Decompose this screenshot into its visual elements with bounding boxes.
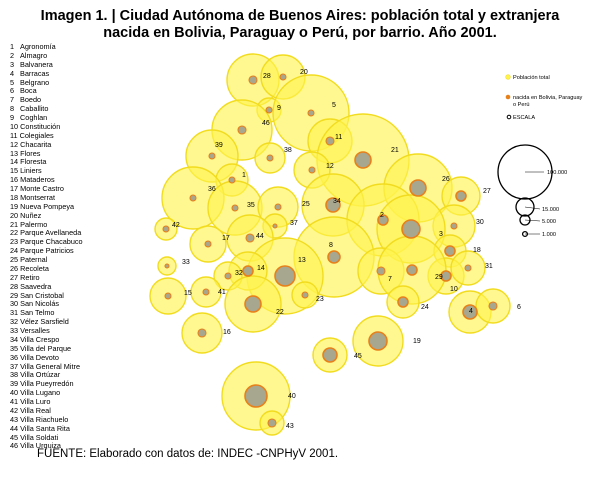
barrio-9-foreign-circle bbox=[266, 107, 272, 113]
barrio-index-name: Constitución bbox=[20, 121, 61, 131]
barrio-index-name: Villa Lugano bbox=[20, 388, 61, 398]
legend-total-label: Población total bbox=[513, 75, 550, 81]
barrio-16-label: 16 bbox=[223, 329, 231, 336]
barrio-index-name: San Nicolás bbox=[20, 299, 60, 309]
legend-foreign-label-2: o Perú bbox=[513, 102, 530, 108]
barrio-27-label: 27 bbox=[483, 188, 491, 195]
barrio-33-foreign-circle bbox=[165, 264, 169, 268]
barrio-index-name: Montserrat bbox=[20, 192, 55, 202]
barrio-20-label: 20 bbox=[300, 69, 308, 76]
barrio-index-number: 28 bbox=[10, 281, 19, 291]
barrio-index-name: Floresta bbox=[20, 157, 47, 167]
barrio-index-name: Villa General Mitre bbox=[20, 361, 81, 371]
barrio-12-foreign-circle bbox=[309, 167, 315, 173]
barrio-index-name: Parque Avellaneda bbox=[20, 228, 82, 238]
barrio-41-foreign-circle bbox=[203, 289, 209, 295]
barrio-index-number: 38 bbox=[10, 370, 19, 380]
barrio-36-label: 36 bbox=[208, 186, 216, 193]
barrio-index-name: Palermo bbox=[20, 219, 48, 229]
barrio-3-foreign-circle bbox=[402, 220, 420, 238]
barrio-32-label: 32 bbox=[235, 270, 243, 277]
barrio-index-number: 4 bbox=[10, 68, 15, 78]
barrio-44-label: 44 bbox=[256, 233, 264, 240]
barrio-37-label: 37 bbox=[290, 220, 298, 227]
barrio-index-name: Coghlan bbox=[20, 113, 48, 122]
barrio-23-label: 23 bbox=[316, 296, 324, 303]
barrio-index-name: Villa Riachuelo bbox=[20, 414, 69, 424]
barrio-30-foreign-circle bbox=[451, 223, 457, 229]
barrio-11-label: 11 bbox=[335, 134, 343, 141]
barrio-41-label: 41 bbox=[218, 289, 226, 296]
barrio-44-foreign-circle bbox=[246, 234, 254, 242]
barrio-index-name: Villa Devoto bbox=[20, 352, 59, 362]
barrio-index-name: Chacarita bbox=[20, 139, 52, 149]
barrio-index-name: Villa Real bbox=[20, 405, 51, 415]
barrio-index-name: Parque Chacabuco bbox=[20, 237, 83, 247]
barrio-index-name: Villa Luro bbox=[20, 397, 51, 406]
barrio-46-foreign-circle bbox=[238, 126, 246, 134]
barrio-19-foreign-circle bbox=[369, 332, 387, 350]
circle-layer bbox=[150, 54, 521, 435]
barrio-34-label: 34 bbox=[333, 198, 341, 205]
barrio-index-name: Retiro bbox=[20, 272, 40, 282]
barrio-15-label: 15 bbox=[184, 290, 192, 297]
barrio-11-foreign-circle bbox=[326, 137, 334, 145]
barrio-20-foreign-circle bbox=[280, 74, 286, 80]
legend-foreign-label-1: nacida en Bolivia, Paraguay bbox=[513, 95, 583, 101]
barrio-index-name: Villa del Parque bbox=[20, 343, 72, 353]
barrio-7-label: 7 bbox=[388, 276, 392, 283]
legend-scale-label: ESCALA bbox=[513, 115, 536, 121]
barrio-index-name: Liniers bbox=[20, 166, 42, 176]
barrio-17-foreign-circle bbox=[205, 241, 211, 247]
barrio-35-foreign-circle bbox=[232, 205, 238, 211]
barrio-43-label: 43 bbox=[286, 423, 294, 430]
barrio-index-name: San Cristobal bbox=[20, 290, 64, 300]
barrio-index-number: 40 bbox=[10, 388, 19, 398]
barrio-index-number: 39 bbox=[10, 379, 19, 389]
barrio-index-number: 13 bbox=[10, 148, 19, 158]
barrio-22-label: 22 bbox=[276, 309, 284, 316]
barrio-6-label: 6 bbox=[517, 304, 521, 311]
barrio-index-number: 5 bbox=[10, 77, 15, 87]
barrio-index-number: 7 bbox=[10, 95, 15, 105]
barrio-45-label: 45 bbox=[354, 353, 362, 360]
barrio-30-label: 30 bbox=[476, 219, 484, 226]
barrio-4-label: 4 bbox=[469, 308, 473, 315]
barrio-index-name: Balvanera bbox=[20, 59, 53, 69]
barrio-index-number: 46 bbox=[10, 441, 19, 451]
legend-total-swatch bbox=[506, 75, 511, 80]
barrio-index-number: 3 bbox=[10, 59, 15, 69]
barrio-1-label: 1 bbox=[242, 172, 246, 179]
barrio-index-name: Villa Ortúzar bbox=[20, 370, 61, 380]
barrio-index-name: Paternal bbox=[20, 255, 48, 264]
barrio-index-number: 22 bbox=[10, 228, 19, 238]
barrio-index-name: Vélez Sarsfield bbox=[20, 317, 69, 327]
map-title-line1: Imagen 1. | Ciudad Autónoma de Buenos Aires: población total y extranjera bbox=[40, 8, 560, 24]
barrio-index-number: 15 bbox=[10, 166, 19, 176]
barrio-16-foreign-circle bbox=[198, 329, 206, 337]
barrio-32-foreign-circle bbox=[225, 273, 231, 279]
barrio-15-foreign-circle bbox=[165, 293, 171, 299]
barrio-index-number: 18 bbox=[10, 192, 19, 202]
barrio-23-foreign-circle bbox=[302, 292, 308, 298]
barrio-index-name: Villa Pueyrredón bbox=[20, 379, 74, 389]
map-title-line2: nacida en Bolivia, Paraguay o Perú, por barrio. Año 2001. bbox=[103, 25, 497, 41]
barrio-index-number: 32 bbox=[10, 317, 19, 327]
barrio-33-label: 33 bbox=[182, 259, 190, 266]
barrio-46-label: 46 bbox=[262, 120, 270, 127]
barrio-26-label: 26 bbox=[442, 176, 450, 183]
barrio-index-name: Nueva Pompeya bbox=[20, 201, 75, 211]
barrio-25-foreign-circle bbox=[275, 204, 281, 210]
barrio-24-label: 24 bbox=[421, 304, 429, 311]
barrio-index-name: San Telmo bbox=[20, 308, 55, 318]
barrio-index-number: 29 bbox=[10, 290, 19, 300]
barrio-index-number: 31 bbox=[10, 308, 19, 318]
barrio-index-name: Recoleta bbox=[20, 263, 49, 273]
barrio-index-name: Villa Urquiza bbox=[20, 441, 61, 451]
barrio-index-number: 2 bbox=[10, 50, 15, 60]
barrio-index-number: 36 bbox=[10, 352, 19, 362]
barrio-index-number: 33 bbox=[10, 326, 19, 335]
barrio-index-number: 24 bbox=[10, 246, 19, 256]
barrio-index-number: 23 bbox=[10, 237, 19, 247]
barrio-38-foreign-circle bbox=[267, 155, 273, 161]
barrio-index-number: 21 bbox=[10, 219, 19, 229]
barrio-index-number: 37 bbox=[10, 361, 19, 371]
barrio-31-label: 31 bbox=[485, 263, 493, 270]
barrio-index-name: Caballito bbox=[20, 104, 49, 114]
barrio-21-foreign-circle bbox=[355, 152, 371, 168]
barrio-29-label: 29 bbox=[435, 274, 443, 281]
barrio-1-foreign-circle bbox=[229, 177, 235, 183]
barrio-index-number: 20 bbox=[10, 210, 19, 220]
barrio-36-foreign-circle bbox=[190, 195, 196, 201]
scale-label-100000: 100.000 bbox=[547, 170, 568, 176]
barrio-39-label: 39 bbox=[215, 142, 223, 149]
source-note: FUENTE: Elaborado con datos de: INDEC -CNPHyV 2001. bbox=[37, 448, 339, 460]
barrio-27-foreign-circle bbox=[456, 191, 466, 201]
barrio-43-foreign-circle bbox=[268, 419, 276, 427]
barrio-38-label: 38 bbox=[284, 147, 292, 154]
barrio-8-foreign-circle bbox=[328, 251, 340, 263]
barrio-14-label: 14 bbox=[257, 265, 265, 272]
barrio-index-number: 11 bbox=[10, 130, 18, 140]
barrio-28-label: 28 bbox=[263, 73, 271, 80]
barrio-index-number: 9 bbox=[10, 113, 15, 122]
barrio-index-name: Nuñez bbox=[20, 210, 42, 220]
barrio-5-label: 5 bbox=[332, 102, 336, 109]
barrio-index-name: Monte Castro bbox=[20, 184, 64, 193]
barrio-26-foreign-circle bbox=[410, 180, 426, 196]
barrio-index-number: 34 bbox=[10, 334, 19, 344]
barrio-index-name: Belgrano bbox=[20, 77, 50, 87]
legend bbox=[498, 75, 583, 238]
barrio-index-number: 25 bbox=[10, 255, 19, 264]
barrio-40-label: 40 bbox=[288, 393, 296, 400]
barrio-index-number: 44 bbox=[10, 423, 19, 433]
barrio-2-label: 2 bbox=[380, 212, 384, 219]
barrio-index-number: 43 bbox=[10, 414, 19, 424]
barrio-40-foreign-circle bbox=[245, 385, 267, 407]
barrio-index-name: Almagro bbox=[20, 50, 48, 60]
barrio-index-name: Colegiales bbox=[19, 130, 54, 140]
barrio-index-number: 1 bbox=[10, 42, 15, 51]
barrio-index-name: Villa Santa Rita bbox=[20, 423, 70, 433]
barrio-index-number: 45 bbox=[10, 432, 19, 442]
barrio-31-foreign-circle bbox=[465, 265, 471, 271]
barrio-index-number: 16 bbox=[10, 175, 19, 185]
barrio-index-name: Boedo bbox=[20, 95, 42, 105]
barrio-index-number: 30 bbox=[10, 299, 19, 309]
barrio-index-number: 12 bbox=[10, 139, 19, 149]
barrio-42-label: 42 bbox=[172, 222, 180, 229]
barrio-index-name: Villa Crespo bbox=[20, 334, 60, 344]
barrio-index-name: Saavedra bbox=[20, 281, 52, 291]
barrio-13-label: 13 bbox=[298, 257, 306, 264]
barrio-7-foreign-circle bbox=[377, 267, 385, 275]
barrio-index-number: 8 bbox=[10, 104, 15, 114]
barrio-index-name: Parque Patricios bbox=[20, 246, 74, 256]
barrio-35-label: 35 bbox=[247, 202, 255, 209]
barrio-22-foreign-circle bbox=[245, 296, 261, 312]
barrio-3-label: 3 bbox=[439, 231, 443, 238]
barrio-10-label: 10 bbox=[450, 286, 458, 293]
barrio-index-name: Villa Soldati bbox=[20, 432, 59, 442]
barrio-28-foreign-circle bbox=[249, 76, 257, 84]
barrio-index-name: Barracas bbox=[20, 68, 50, 78]
barrio-index-name: Agronomía bbox=[20, 42, 56, 51]
legend-foreign-swatch bbox=[506, 95, 511, 100]
barrio-45-foreign-circle bbox=[323, 348, 337, 362]
barrio-18-label: 18 bbox=[473, 247, 481, 254]
barrio-12-label: 12 bbox=[326, 163, 334, 170]
barrio-5-foreign-circle bbox=[308, 110, 314, 116]
barrio-6-foreign-circle bbox=[489, 302, 497, 310]
barrio-19-label: 19 bbox=[413, 338, 421, 345]
barrio-10-foreign-circle bbox=[407, 265, 417, 275]
scale-label-1000: 1.000 bbox=[542, 232, 556, 238]
barrio-13-foreign-circle bbox=[275, 266, 295, 286]
barrio-8-label: 8 bbox=[329, 242, 333, 249]
barrio-index-number: 27 bbox=[10, 272, 19, 282]
barrio-21-label: 21 bbox=[391, 147, 399, 154]
barrio-17-label: 17 bbox=[222, 235, 230, 242]
barrio-index-name: Versalles bbox=[20, 326, 50, 335]
barrio-index-number: 19 bbox=[10, 201, 19, 211]
barrio-index-number: 35 bbox=[10, 343, 19, 353]
barrio-index-name: Mataderos bbox=[20, 175, 55, 185]
legend-scale-swatch bbox=[507, 115, 511, 119]
barrio-index-number: 17 bbox=[10, 184, 19, 193]
barrio-index-number: 14 bbox=[10, 157, 19, 167]
barrio-index-number: 26 bbox=[10, 263, 19, 273]
barrio-25-label: 25 bbox=[302, 201, 310, 208]
barrio-24-foreign-circle bbox=[398, 297, 408, 307]
scale-label-5000: 5.000 bbox=[542, 219, 556, 225]
barrio-index-name: Flores bbox=[20, 148, 41, 158]
barrio-index-number: 6 bbox=[10, 86, 15, 96]
barrio-index-number: 10 bbox=[10, 121, 19, 131]
barrio-42-foreign-circle bbox=[163, 226, 169, 232]
barrio-14-foreign-circle bbox=[243, 266, 253, 276]
scale-label-15000: 15.000 bbox=[542, 207, 560, 213]
barrio-index-name: Boca bbox=[20, 86, 37, 96]
barrio-9-label: 9 bbox=[277, 105, 281, 112]
barrio-37-foreign-circle bbox=[273, 224, 277, 228]
barrio-39-foreign-circle bbox=[209, 153, 215, 159]
barrio-18-foreign-circle bbox=[445, 246, 455, 256]
barrio-index-number: 41 bbox=[10, 397, 19, 406]
barrio-index-number: 42 bbox=[10, 405, 19, 415]
